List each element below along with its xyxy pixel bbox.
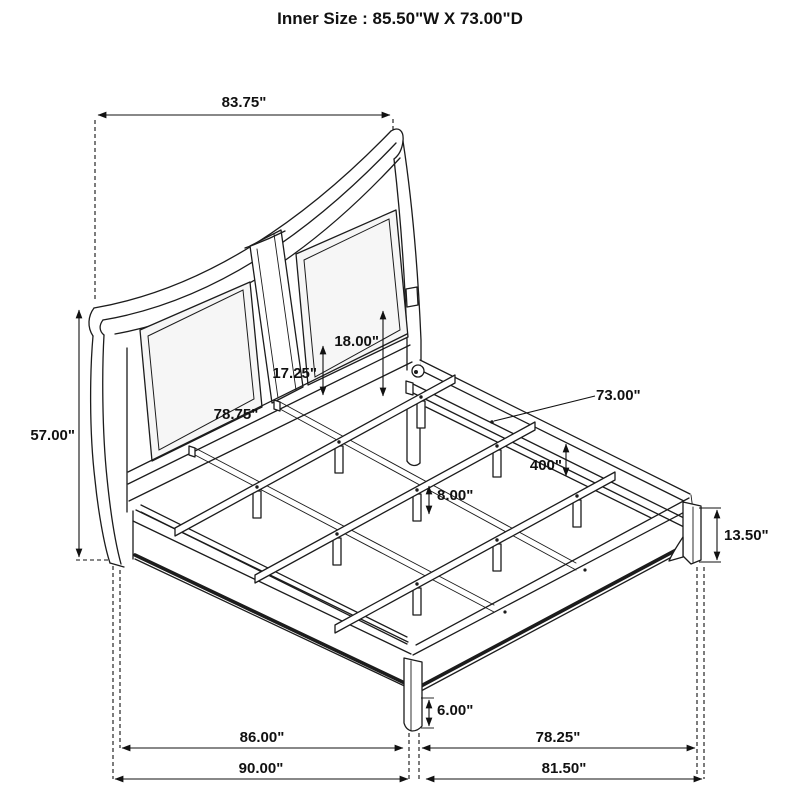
dim-label-frame-outer-width: 86.00" (239, 729, 285, 746)
dimension-frame-total-width (115, 760, 408, 779)
dim-label-rail-face-height: 400" (529, 457, 562, 474)
slat-support-leg (253, 491, 261, 518)
foot-rail-bottom (421, 543, 698, 691)
center-rail-1-end-cap (274, 400, 280, 411)
left-post-outer-edge (91, 336, 110, 563)
footboard-corner-leg (683, 502, 701, 564)
slat-support-leg (413, 494, 421, 521)
dim-label-frame-total-width: 90.00" (238, 760, 284, 777)
dim-label-bottom-rail-width: 78.75" (213, 406, 259, 423)
slat-support-leg (413, 588, 421, 615)
dim-label-side-depth-total: 81.50" (541, 760, 587, 777)
slat-screw-dot (495, 538, 498, 541)
dim-label-side-depth-upper: 78.25" (535, 729, 581, 746)
dimension-footboard-height (699, 508, 769, 562)
headboard-left-roll-inner (100, 320, 104, 335)
side-rail-right-top-outer (422, 371, 694, 506)
dim-label-slat-rail-length: 73.00" (596, 387, 641, 404)
headboard-panel-left (140, 282, 262, 461)
dimension-slat-leg-height (429, 486, 473, 514)
dimension-side-depth-upper (422, 729, 695, 748)
slat-screw-dot (415, 488, 418, 491)
slat-support-leg (335, 446, 343, 473)
left-post-bottom (110, 563, 124, 567)
cleat-right-end-cap (406, 381, 413, 395)
dim-label-headboard-width: 83.75" (221, 94, 267, 111)
dim-label-front-leg-height: 6.00" (437, 702, 474, 719)
center-rail-2-end-cap (189, 446, 195, 457)
slat-support-leg (333, 538, 341, 565)
dim-label-left-panel-height: 17.25" (272, 365, 317, 382)
dimension-frame-outer-width (122, 729, 403, 748)
dim-label-right-panel-height: 18.00" (334, 333, 379, 350)
dimension-front-leg-height (421, 698, 473, 728)
slat-screw-dot (419, 395, 422, 398)
slat-support-leg (573, 500, 581, 527)
slat-screw-dot (255, 485, 258, 488)
dim-label-slat-leg-height: 8.00" (437, 487, 474, 504)
slat-screw-dot (337, 440, 340, 443)
dimension-headboard-height (30, 310, 111, 560)
side-rail-left-face (133, 511, 413, 690)
foot-rail-top-inner (416, 498, 689, 645)
foot-rail-top-outer (413, 507, 694, 655)
rail-bolt-center (414, 370, 418, 374)
headboard-left-roll-outer (89, 308, 94, 336)
foot-rail-face (413, 497, 698, 692)
slat-support-leg (493, 544, 501, 571)
slat-screw-dot (575, 494, 578, 497)
left-post-front-line (103, 335, 121, 564)
post-bracket-plate (406, 287, 418, 307)
foot-rail-screw-dot (583, 568, 586, 571)
page-title: Inner Size : 85.50"W X 73.00"D (277, 9, 523, 28)
foot-rail-screw-dot (503, 610, 506, 613)
right-post-outer-edge (403, 141, 421, 376)
dim-label-footboard-height: 13.50" (724, 527, 769, 544)
rail-bolt-icon (412, 365, 424, 377)
dim-label-headboard-height: 57.00" (30, 427, 75, 444)
headboard-right-roll (391, 129, 403, 159)
slat-support-leg (493, 450, 501, 477)
slat-screw-dot (335, 532, 338, 535)
slat-screw-dot (415, 582, 418, 585)
right-post-foot (407, 461, 420, 465)
side-rail-left-top-outer (133, 521, 411, 654)
side-rail-left-shadow-line (135, 555, 411, 686)
dimension-side-depth-total (426, 760, 702, 779)
front-center-leg (404, 658, 422, 731)
slat-support-leg (417, 401, 425, 428)
slat-screw-dot (495, 444, 498, 447)
